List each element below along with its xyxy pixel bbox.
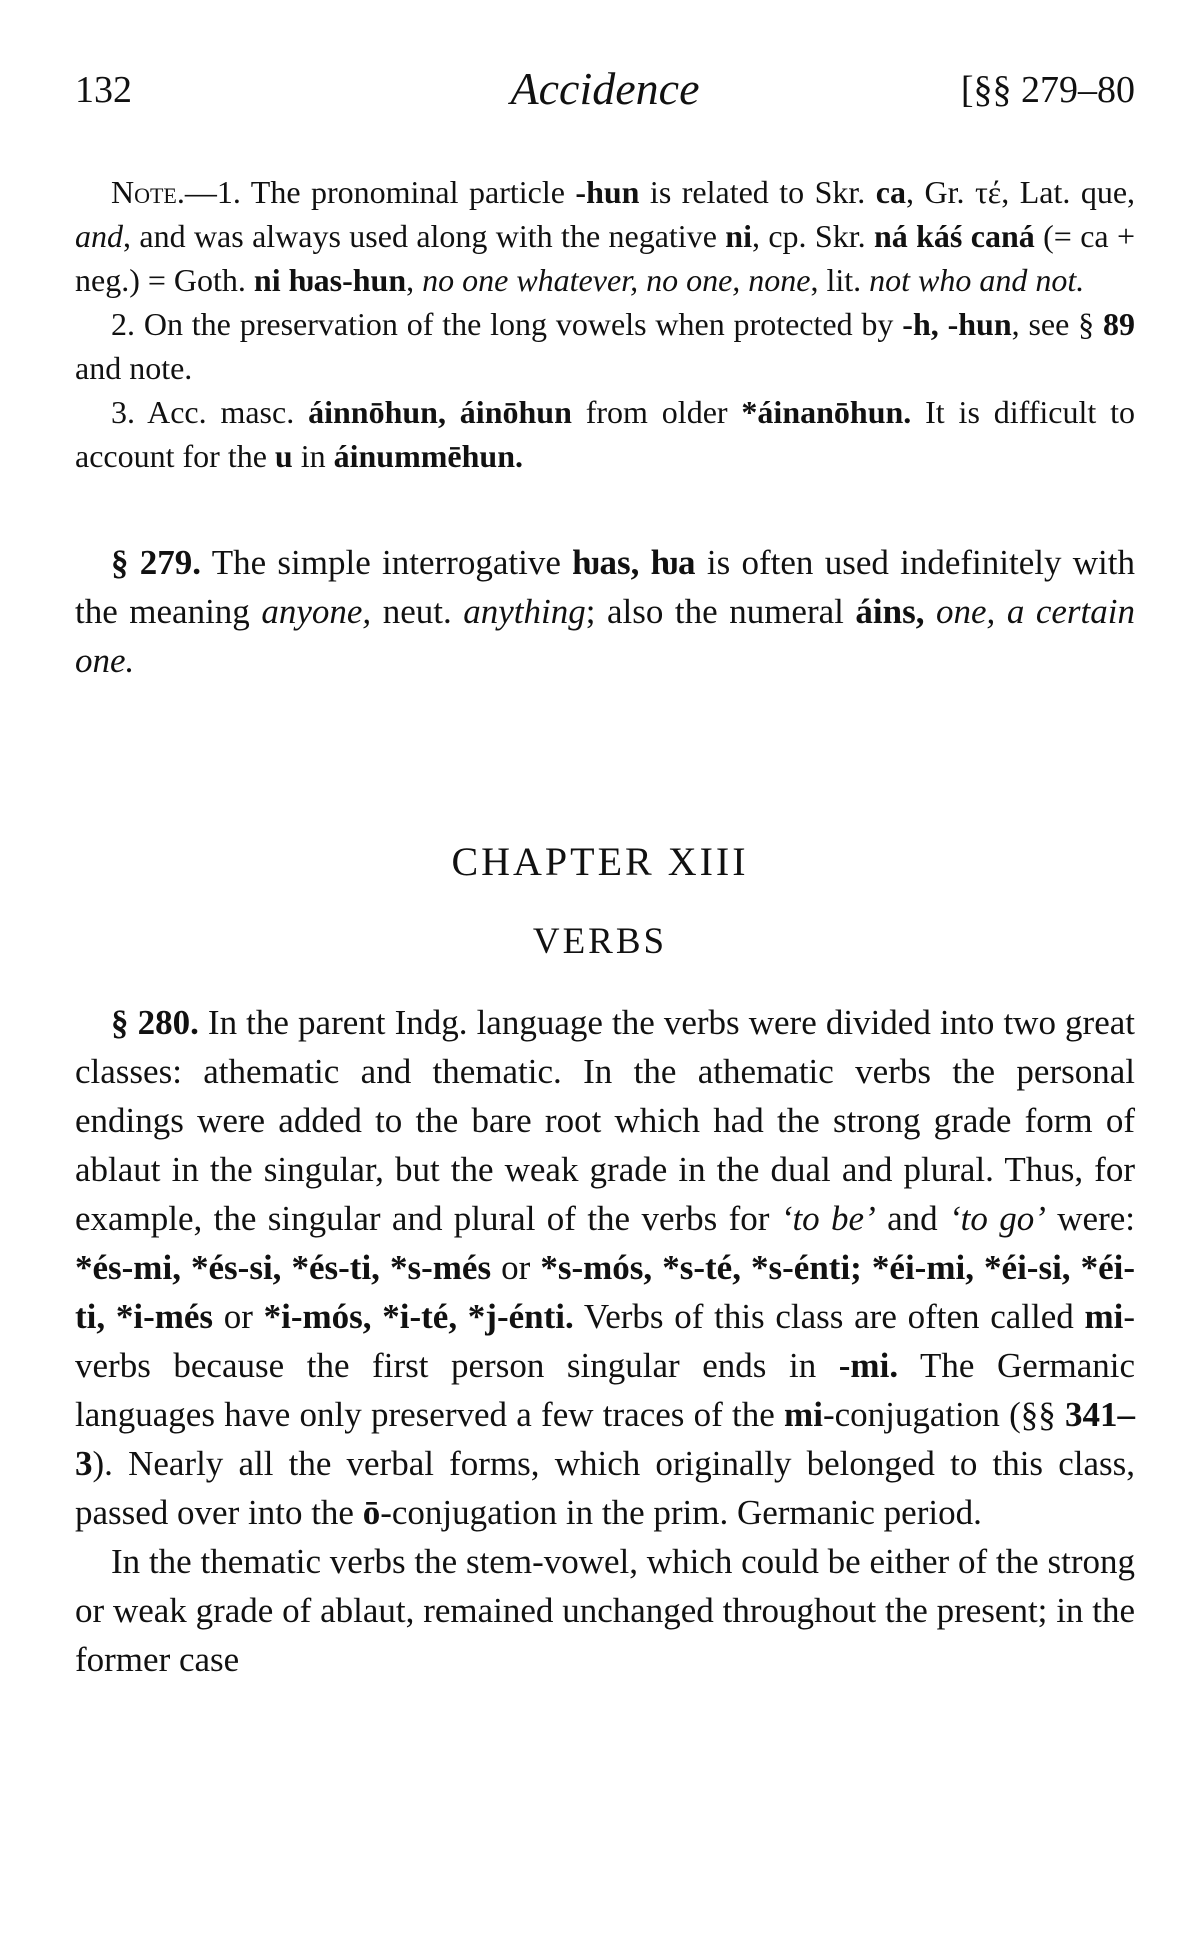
note-term: ni ƕas-hun <box>253 262 407 298</box>
page-number: 132 <box>75 69 132 111</box>
chapter-subheading: VERBS <box>532 921 668 962</box>
body-text: Verbs of this class are often called <box>573 1297 1085 1336</box>
note-ref: 89 <box>1103 306 1136 342</box>
note-term: ná káś caná <box>873 218 1035 254</box>
section-range: [§§ 279–80 <box>960 69 1135 111</box>
note-gloss: not who and not. <box>869 262 1085 298</box>
body-gloss: anything <box>463 592 586 631</box>
note-text: —1. The pronominal particle <box>184 174 576 210</box>
note-gloss: and <box>75 218 123 254</box>
running-head <box>75 62 1135 122</box>
body-term: *s-mós, *s-té, *s-énti; <box>540 1248 862 1287</box>
body-text: ). Nearly all the verbal forms, which originally belonged to this class, passed over into the <box>75 1444 1135 1532</box>
note-text: , lit. <box>810 262 870 298</box>
section-280-para <box>75 998 1135 1537</box>
note-1 <box>75 170 1135 302</box>
body-text: or <box>491 1248 541 1287</box>
note-text: (= ca + neg.) = Goth. <box>75 218 1136 298</box>
note-text: , <box>406 262 423 298</box>
section-279 <box>75 538 1135 685</box>
note-term: *áinanōhun. <box>741 394 912 430</box>
note-term: ca <box>875 174 906 210</box>
note-text: from older <box>571 394 742 430</box>
note-term: áinummēhun. <box>333 438 523 474</box>
note-block <box>75 170 1135 478</box>
body-text: -verbs because the first person singular ends in <box>75 1297 1136 1385</box>
note-text: 2. On the preservation of the long vowels when protected by <box>111 306 903 342</box>
body-ref: 341–3 <box>75 1395 1135 1483</box>
body-gloss: ‘to be’ <box>780 1199 876 1238</box>
body-text: The Germanic languages have only preserved a few traces of the <box>75 1346 1135 1434</box>
note-2 <box>75 302 1135 390</box>
thematic-para: In the thematic verbs the stem-vowel, which could be either of the strong or weak grade of ablaut, remained unchanged throughout the present; in the former case <box>75 1542 1135 1679</box>
chapter-heading: CHAPTER XIII <box>451 839 749 884</box>
body-term: *és-mi, *és-si, *és-ti, *s-més <box>75 1248 492 1287</box>
body-term: áins, <box>855 592 925 631</box>
body-gloss: anyone, <box>261 592 372 631</box>
note-text: 3. Acc. masc. <box>111 394 309 430</box>
body-text: and <box>875 1199 949 1238</box>
note-label: Note. <box>111 174 185 210</box>
note-term: áinnōhun, áinōhun <box>308 394 572 430</box>
body-text: were: <box>1045 1199 1135 1238</box>
note-text: , and was always used along with the negative <box>123 218 726 254</box>
note-text: in <box>292 438 334 474</box>
note-text: , cp. Skr. <box>751 218 874 254</box>
section-number: § 279. <box>111 543 202 582</box>
note-term: u <box>274 438 293 474</box>
body-text: -conjugation in the prim. Germanic period. <box>380 1493 982 1532</box>
section-280 <box>75 998 1135 1684</box>
body-text: neut. <box>371 592 464 631</box>
note-3 <box>75 390 1135 478</box>
body-term: mi <box>1084 1297 1124 1336</box>
body-text: ; also the numeral <box>585 592 856 631</box>
note-greek: τέ <box>974 174 1002 210</box>
body-text <box>862 1248 872 1287</box>
body-text: -conjugation (§§ <box>822 1395 1065 1434</box>
section-279-para <box>75 538 1135 685</box>
body-text: The simple interrogative <box>201 543 573 582</box>
note-text: , Gr. <box>905 174 975 210</box>
note-text: It is difficult to account for the <box>75 394 1136 474</box>
body-term: ƕas, ƕa <box>572 543 696 582</box>
body-term: -mi. <box>838 1346 899 1385</box>
note-text: , see § <box>1011 306 1104 342</box>
body-text: or <box>213 1297 264 1336</box>
body-text: is often used indefinitely with the meaning <box>75 543 1136 631</box>
body-text <box>924 592 936 631</box>
section-number: § 280. <box>111 1003 199 1042</box>
running-title: Accidence <box>510 63 700 114</box>
body-term: *éi-mi, *éi-si, *éi-ti, *i-més <box>75 1248 1136 1336</box>
note-text: is related to Skr. <box>639 174 876 210</box>
body-gloss: ‘to go’ <box>949 1199 1046 1238</box>
body-term: *i-mós, *i-té, *j-énti. <box>263 1297 574 1336</box>
body-gloss: one, a certain one. <box>75 592 1135 680</box>
note-term: -hun <box>575 174 640 210</box>
note-term: -h, -hun <box>902 306 1012 342</box>
note-text: and note. <box>75 350 193 386</box>
body-text: In the parent Indg. language the verbs were divided into two great classes: athematic and thematic. In the athematic verbs the personal endings were added to the bare root which had the strong grade form of ablaut in the singular, but the weak grade in the dual and plural. Thus, for example, the singular and plural of the verbs for <box>75 1003 1136 1238</box>
note-text: , Lat. que, <box>1001 174 1136 210</box>
body-term: mi <box>784 1395 823 1434</box>
note-gloss: no one whatever, no one, none <box>422 262 811 298</box>
body-term: ō <box>362 1493 381 1532</box>
note-term: ni <box>725 218 752 254</box>
